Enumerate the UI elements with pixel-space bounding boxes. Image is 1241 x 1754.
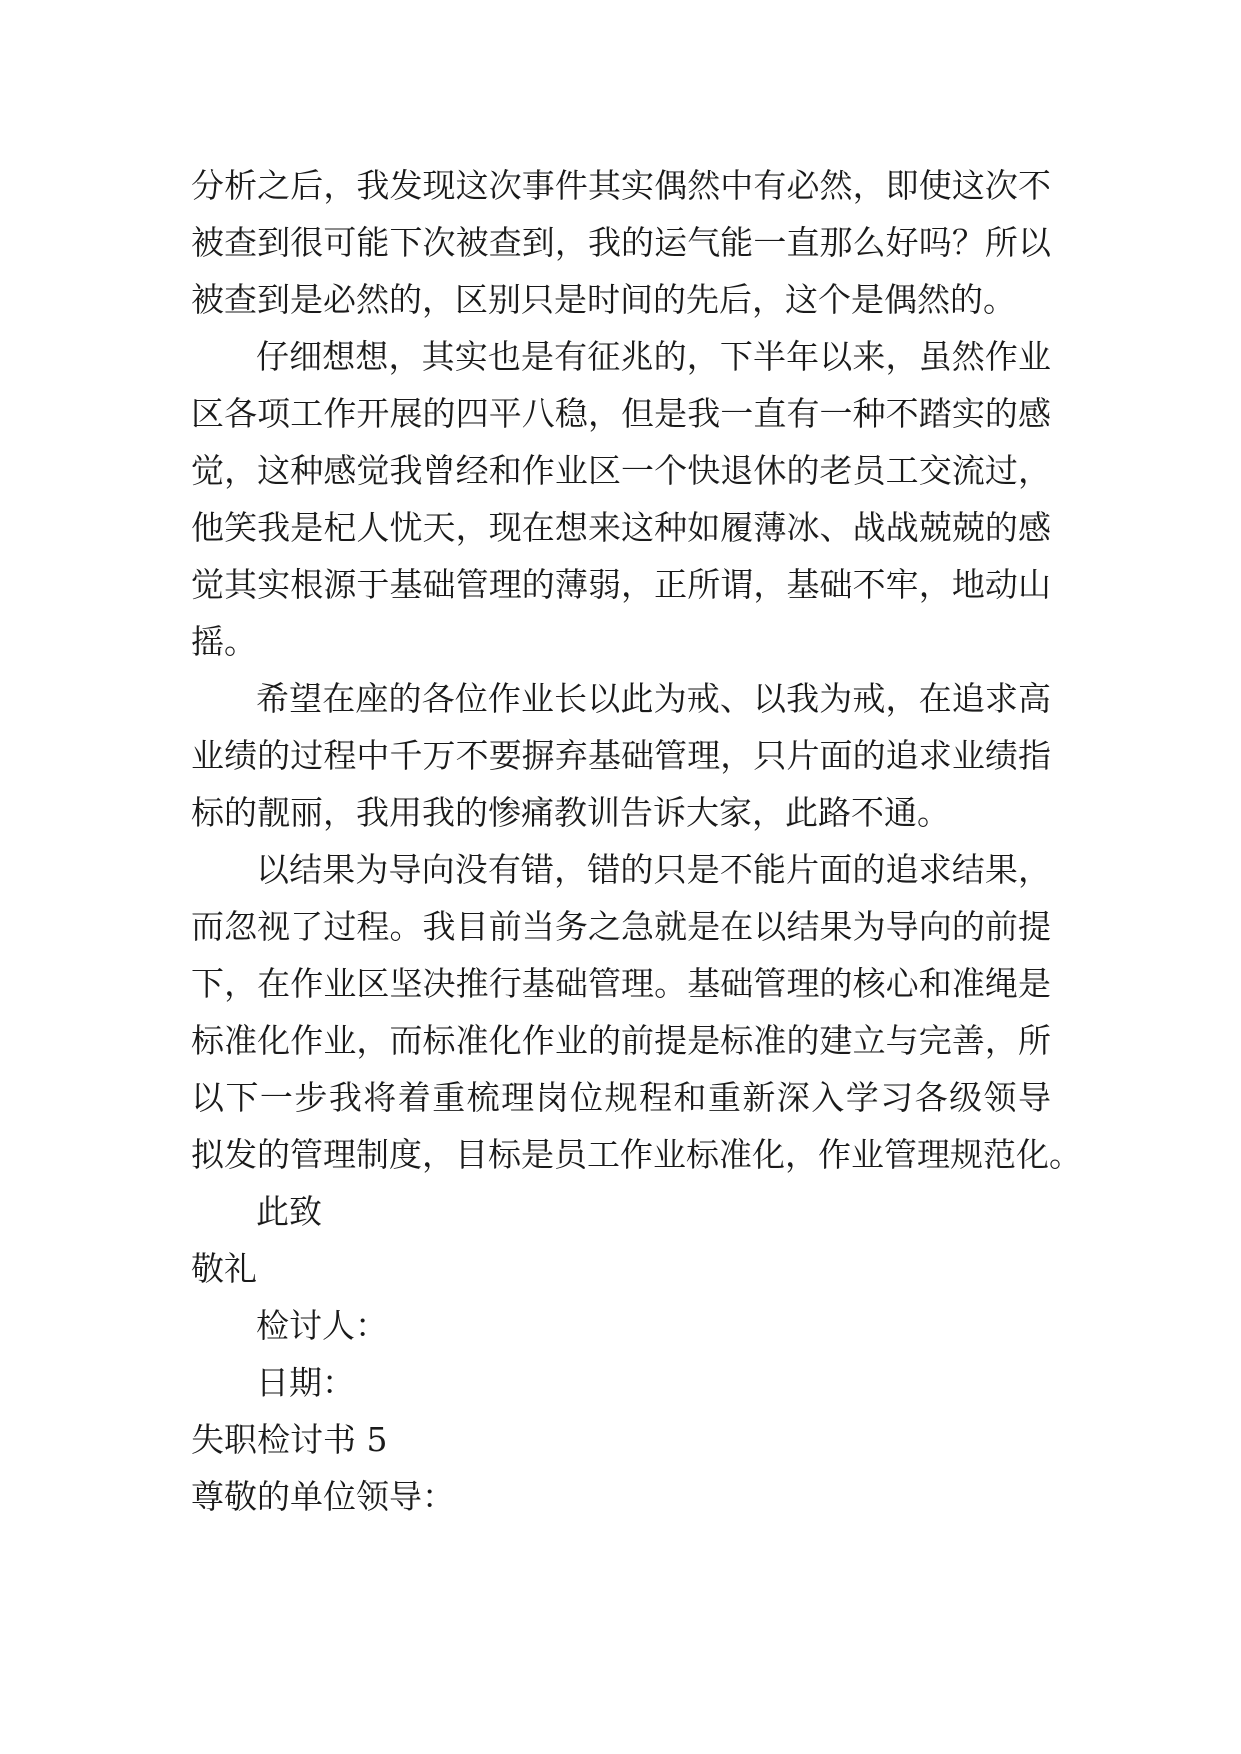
paragraph-line: 希望在座的各位作业长以此为戒、以我为戒，在追求高 <box>256 679 1051 718</box>
paragraph-line: 被查到是必然的，区别只是时间的先后，这个是偶然的。 <box>191 280 1016 319</box>
paragraph-line: 下，在作业区坚决推行基础管理。基础管理的核心和准绳是 <box>191 964 1051 1003</box>
paragraph-line: 拟发的管理制度，目标是员工作业标准化，作业管理规范化。 <box>191 1135 1082 1174</box>
paragraph-line: 觉，这种感觉我曾经和作业区一个快退休的老员工交流过， <box>191 451 1051 490</box>
paragraph-line: 以下一步我将着重梳理岗位规程和重新深入学习各级领导 <box>191 1078 1051 1117</box>
paragraph-line: 标的靓丽，我用我的惨痛教训告诉大家，此路不通。 <box>191 793 950 832</box>
paragraph-line: 分析之后，我发现这次事件其实偶然中有必然，即使这次不 <box>191 166 1051 205</box>
paragraph-line: 仔细想想，其实也是有征兆的，下半年以来，虽然作业 <box>256 337 1051 376</box>
paragraph-line: 业绩的过程中千万不要摒弃基础管理，只片面的追求业绩指 <box>191 736 1051 775</box>
paragraph-line: 标准化作业，而标准化作业的前提是标准的建立与完善，所 <box>191 1021 1051 1060</box>
paragraph-line: 区各项工作开展的四平八稳，但是我一直有一种不踏实的感 <box>191 394 1051 433</box>
paragraph-line: 以结果为导向没有错，错的只是不能片面的追求结果， <box>256 850 1051 889</box>
closing-salutation: 此致 <box>256 1192 322 1231</box>
section-title: 失职检讨书 5 <box>191 1420 388 1459</box>
date-label: 日期： <box>256 1363 355 1402</box>
paragraph-line: 而忽视了过程。我目前当务之急就是在以结果为导向的前提 <box>191 907 1051 946</box>
greeting: 尊敬的单位领导： <box>191 1477 455 1516</box>
paragraph-line: 觉其实根源于基础管理的薄弱，正所谓，基础不牢，地动山 <box>191 565 1051 604</box>
closing-regards: 敬礼 <box>191 1249 257 1288</box>
paragraph-line: 摇。 <box>191 622 257 661</box>
paragraph-line: 被查到很可能下次被查到，我的运气能一直那么好吗？所以 <box>191 223 1051 262</box>
signature-label: 检讨人： <box>256 1306 388 1345</box>
paragraph-line: 他笑我是杞人忧天，现在想来这种如履薄冰、战战兢兢的感 <box>191 508 1051 547</box>
